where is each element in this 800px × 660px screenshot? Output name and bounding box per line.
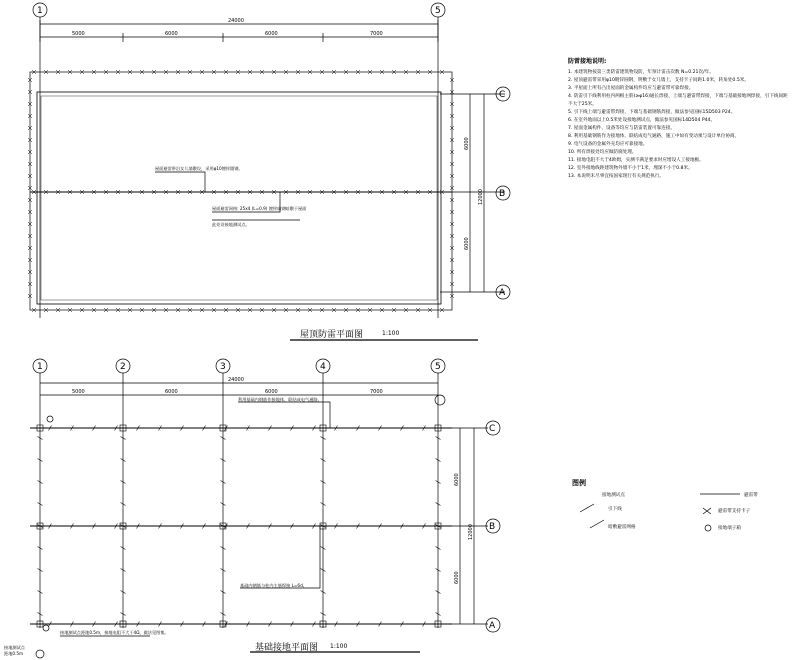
foundation-bay-dim-1: 5000 (72, 389, 85, 395)
test-point-icon (435, 395, 445, 405)
legend-label-mesh: 暗敷避雷网格 (608, 525, 636, 530)
axis-label-A-roof: A (499, 288, 506, 298)
roof-side-total: 12000 (478, 189, 484, 205)
roof-annotation-2: 屋面避雷网格: 25x4 (L=0.9) 镀锌扁钢暗敷于屋面 (212, 206, 307, 211)
note-item: 10. 所有焊接处均应做防腐处理。 (568, 150, 637, 155)
foundation-bay-dim-3: 6000 (265, 389, 278, 395)
axis-label-A-foundation: A (489, 621, 496, 631)
axis-label-4-bottom: 4 (320, 362, 326, 372)
roof-parapet-inner (37, 92, 441, 304)
foundation-side-total: 12000 (468, 524, 474, 540)
legend (572, 478, 792, 538)
axis-label-C-roof: C (499, 90, 506, 100)
legend-label-lightning-belt: 避雷带 (744, 493, 758, 498)
test-point-icon (47, 416, 53, 422)
foundation-bay-dim-2: 6000 (165, 389, 178, 395)
roof-side-dim-1: 6000 (464, 137, 470, 150)
note-item: 3. 平屋面上所有凸出屋面的金属构件均应与避雷带可靠焊接。 (568, 86, 694, 91)
note-item: 8. 利用基础钢筋作为接地体，联结成电气通路，施工中如有变动须与设计单位协商。 (568, 134, 740, 139)
test-point-icon (43, 625, 49, 631)
note-item: 12. 室外接地线距建筑物外墙不小于1米，埋深不小于0.8米。 (568, 166, 693, 171)
foundation-total-dim: 24000 (228, 377, 244, 383)
axis-label-C-foundation: C (489, 424, 496, 434)
foundation-side-dim-1: 6000 (454, 473, 460, 486)
note-item: 4. 防雷引下线利用柱内两根主筋(≥φ16)通长焊接，上端与避雷带焊接，下端与基础接地网焊接，引下线间距不大于25米。 (568, 94, 788, 107)
notes-title: 防雷接地说明: (568, 58, 607, 65)
legend-label-terminal-box: 接地端子箱 (718, 526, 741, 531)
foundation-plan-title: 基础接地平面图 (255, 643, 319, 653)
note-item: 9. 电气设备的金属外壳均应可靠接地。 (568, 142, 648, 147)
legend-label-support: 避雷带支持卡子 (718, 509, 751, 514)
roof-total-dim: 24000 (228, 18, 244, 24)
design-notes (568, 58, 790, 181)
note-item: 6. 在室外地面以上0.5米处设接地测试点，做法参见国标14D504 P44。 (568, 118, 716, 123)
foundation-annotation-1: 利用基础内钢筋作接地体，联结成电气通路。 (238, 397, 322, 402)
roof-bay-dim-3: 6000 (265, 31, 278, 37)
axis-label-3-bottom: 3 (220, 362, 226, 372)
note-item: 2. 屋顶避雷带采用φ10镀锌圆钢，明敷于女儿墙上，支持卡子间距1.0米，转角处0.5米。 (568, 78, 749, 83)
axis-label-5-top: 5 (435, 6, 441, 16)
note-item: 11. 接地电阻不大于4欧姆，实测不满足要求时应增设人工接地极。 (568, 158, 704, 163)
foundation-side-dim-2: 6000 (454, 571, 460, 584)
note-item: 7. 屋面金属构件、设备等均应与防雷装置可靠连接。 (568, 126, 675, 131)
note-item: 1. 本建筑物按第三类防雷建筑物设防，年预计雷击次数 N=0.21次/年。 (568, 70, 714, 75)
roof-side-dim-2: 6000 (464, 237, 470, 250)
axis-label-B-foundation: B (489, 522, 496, 532)
axis-label-5-bottom: 5 (435, 362, 441, 372)
note-item: 13. 本说明未尽事宜按国家现行有关规范执行。 (568, 174, 665, 179)
roof-annotation-1: 屋面避雷带沿女儿墙敷设，采用φ10镀锌圆钢。 (155, 166, 243, 171)
legend-label-down-conductor: 引下线 (608, 507, 622, 512)
bottom-left-note: 接地测试点 距地0.5m (4, 645, 25, 656)
legend-title: 图例 (572, 479, 586, 487)
note-item: 5. 引下线上端与避雷带焊接，下端与基础钢筋焊接，做法参见国标15D503 P24。 (568, 110, 736, 115)
roof-bay-dim-1: 5000 (72, 31, 85, 37)
roof-bay-dim-4: 7000 (370, 31, 383, 37)
roof-plan-title: 屋顶防雷平面图 (300, 330, 364, 340)
legend-label-test-point: 接地测试点 (602, 493, 625, 498)
roof-annotation-3: 此处设接地测试点。 (212, 222, 250, 227)
test-point-icon (36, 650, 44, 658)
foundation-plan-scale: 1:100 (330, 643, 348, 650)
axis-label-1-top: 1 (37, 6, 43, 16)
foundation-annotation-2: 基础内钢筋与柱内主筋焊接 L=6d。 (240, 583, 307, 588)
roof-plan-scale: 1:100 (382, 330, 400, 337)
axis-label-2-bottom: 2 (120, 362, 126, 372)
foundation-bay-dim-4: 7000 (370, 389, 383, 395)
roof-bay-dim-2: 6000 (165, 31, 178, 37)
foundation-annotation-3: 接地测试点距地0.5m，接地电阻不大于4Ω，做法见图集。 (60, 630, 169, 635)
axis-label-B-roof: B (499, 189, 506, 199)
axis-label-1-bottom: 1 (37, 362, 43, 372)
